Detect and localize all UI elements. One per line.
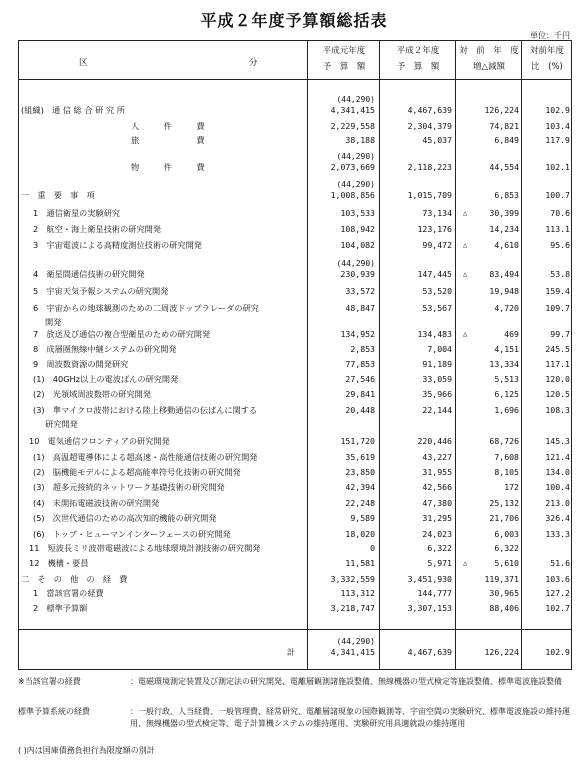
cell-change-amount: 83,494 [489, 269, 519, 279]
row-limit-amount: (44,290) [336, 95, 375, 104]
cell-change-amount: 7,608 [494, 452, 519, 462]
cell-fy1-budget: 42,394 [345, 482, 375, 492]
row-label: (1) 高温超電導体による超高速・高性能通信技術の研究開発 [33, 452, 258, 462]
header-col3-line2: 増△減額 [472, 62, 506, 72]
cell-fy2-budget: 3,451,930 [407, 574, 452, 584]
cell-change-ratio: 245.5 [545, 344, 570, 354]
cell-fy2-budget: 123,176 [417, 224, 452, 234]
table-row [19, 342, 571, 356]
total-divider [19, 629, 571, 630]
cell-fy1-budget: 23,850 [345, 467, 375, 477]
cell-fy1-budget: 4,341,415 [330, 647, 375, 657]
table-row [19, 301, 571, 327]
cell-fy2-budget: 22,144 [422, 405, 452, 415]
cell-change-amount: 469 [504, 329, 519, 339]
cell-change-amount: 5,513 [494, 374, 519, 384]
cell-change-amount: 74,821 [489, 121, 519, 131]
row-label: 11 短波長ミリ波帯電磁波による地球環境計測技術の研究開発 [29, 543, 261, 553]
header-col3-line1: 対 前 年 度 [459, 46, 519, 56]
cell-fy1-budget: 2,229,558 [330, 121, 375, 131]
cell-change-amount: 8,105 [494, 467, 519, 477]
cell-change-ratio: 127.2 [545, 588, 570, 598]
row-limit-amount: (44,290) [336, 259, 375, 268]
cell-fy2-budget: 47,380 [422, 498, 452, 508]
cell-fy2-budget: 33,059 [422, 374, 452, 384]
cell-fy1-budget: 1,008,856 [330, 190, 375, 200]
footnote-text: ：一般行政、人当経費、一般管理費、経常研究、電離層諸現象の国際観測等、宇宙空間の実験研究、標準電波施設の維持運用、無線機器の型式検定等、電子計算機システムの維持運用、実験研究用具適就設の維持運用 [130, 707, 570, 728]
row-label: (2) 脳機能モデルによる超高能率符号化技術の研究開発 [33, 467, 241, 477]
cell-change-ratio: 95.6 [550, 240, 570, 250]
header-divider [19, 79, 571, 80]
header-kubun: 区 [79, 58, 88, 68]
cell-fy1-budget: 104,082 [340, 240, 375, 250]
table-row [19, 586, 571, 600]
row-label: 1 當該官署の経費 [33, 588, 104, 598]
cell-fy2-budget: 5,971 [427, 558, 452, 568]
header-col4-line1: 対前年度 [529, 46, 564, 56]
decrease-mark: △ [463, 559, 468, 567]
row-label: (5) 次世代通信のための高次知的機能の研究開発 [33, 513, 217, 523]
cell-change-amount: 6,853 [494, 190, 519, 200]
cell-change-ratio: 326.4 [545, 513, 570, 523]
cell-change-amount: 5,610 [494, 558, 519, 568]
table-row [19, 387, 571, 401]
row-label: (組織) 通 信 総 合 研 究 所 [21, 105, 125, 115]
cell-change-ratio: 108.3 [545, 405, 570, 415]
cell-change-amount: 172 [504, 482, 519, 492]
cell-change-amount: 21,706 [489, 513, 519, 523]
cell-change-ratio: 117.9 [545, 135, 570, 145]
row-limit-amount: (44,290) [336, 152, 375, 161]
table-row [19, 180, 571, 202]
cell-fy1-budget: 27,546 [345, 374, 375, 384]
cell-change-amount: 119,371 [484, 574, 519, 584]
cell-fy1-budget: 2,073,669 [330, 162, 375, 172]
header-col1-line1: 平成元年度 [322, 46, 366, 56]
cell-fy2-budget: 91,189 [422, 359, 452, 369]
cell-fy2-budget: 144,777 [417, 588, 452, 598]
footnote-text: ：電磁環境測定装置及び測定法の研究開発、電離層観測諸施設整備、無線機器の型式検定等施設整備、標準電波施設整備 [130, 677, 562, 686]
cell-change-amount: 19,948 [489, 286, 519, 296]
cell-change-amount: 14,234 [489, 224, 519, 234]
cell-change-ratio: 121.4 [545, 452, 570, 462]
cell-fy2-budget: 6,322 [427, 543, 452, 553]
row-label: (3) 超多元接続的ネットワーク基礎技術の研究開発 [33, 482, 225, 492]
row-label: (2) 光領域周波数帯の研究開発 [33, 389, 152, 399]
table-row [19, 284, 571, 298]
table-row [19, 556, 571, 570]
cell-change-ratio: 100.7 [545, 190, 570, 200]
header-col2-line2: 予 算 額 [396, 62, 440, 72]
cell-fy1-budget: 35,619 [345, 452, 375, 462]
cell-change-ratio: 103.4 [545, 121, 570, 131]
cell-fy2-budget: 53,520 [422, 286, 452, 296]
row-label: (6) トップ・ヒューマンインターフェースの研究開発 [33, 529, 231, 539]
cell-fy2-budget: 134,483 [417, 329, 452, 339]
row-label: (4) 未開拓電磁波技術の研究開発 [33, 498, 160, 508]
cell-fy1-budget: 33,572 [345, 286, 375, 296]
cell-change-ratio: 145.3 [545, 436, 570, 446]
cell-fy2-budget: 73,134 [422, 208, 452, 218]
cell-change-amount: 13,334 [489, 359, 519, 369]
cell-change-ratio: 159.4 [545, 286, 570, 296]
row-limit-amount: (44,290) [336, 180, 375, 189]
cell-fy1-budget: 18,020 [345, 529, 375, 539]
cell-fy1-budget: 0 [370, 543, 375, 553]
table-row [19, 480, 571, 494]
table-row [19, 527, 571, 541]
table-row [19, 327, 571, 341]
row-label: 4 衛星間通信技術の研究開発 [33, 269, 145, 279]
table-row [19, 133, 571, 147]
budget-table [18, 40, 572, 670]
cell-change-amount: 6,125 [494, 389, 519, 399]
cell-change-amount: 6,322 [494, 543, 519, 553]
page-title: 平成２年度予算額総括表 [200, 11, 388, 30]
decrease-mark: △ [463, 330, 468, 338]
cell-fy2-budget: 53,567 [422, 303, 452, 313]
row-limit-amount: (44,290) [336, 637, 375, 646]
table-row [19, 152, 571, 174]
cell-change-amount: 4,720 [494, 303, 519, 313]
table-row [19, 511, 571, 525]
header-bun: 分 [249, 58, 258, 68]
cell-change-ratio: 53.8 [550, 269, 570, 279]
cell-fy1-budget: 2,853 [350, 344, 375, 354]
footnote-key: ※当該官署の経費 [18, 677, 81, 686]
cell-change-ratio: 102.1 [545, 162, 570, 172]
decrease-mark: △ [463, 209, 468, 217]
cell-change-ratio: 133.3 [545, 529, 570, 539]
cell-fy2-budget: 43,227 [422, 452, 452, 462]
cell-fy2-budget: 2,118,223 [407, 162, 452, 172]
row-label: 3 宇宙電波による高精度測位技術の研究開発 [33, 240, 202, 250]
cell-change-ratio: 102.7 [545, 603, 570, 613]
table-row [19, 259, 571, 281]
cell-change-ratio: 100.4 [545, 482, 570, 492]
header-col1-line2: 予 算 額 [322, 62, 366, 72]
cell-fy1-budget: 11,581 [345, 558, 375, 568]
row-label: 5 宇宙天気予報システムの研究開発 [33, 286, 169, 296]
cell-change-amount: 30,965 [489, 588, 519, 598]
table-row [19, 541, 571, 555]
cell-change-amount: 4,151 [494, 344, 519, 354]
table-row [19, 601, 571, 615]
cell-change-ratio: 103.6 [545, 574, 570, 584]
row-label: 12 機構・要員 [29, 558, 89, 568]
decrease-mark: △ [463, 270, 468, 278]
cell-change-amount: 6,003 [494, 529, 519, 539]
row-label: 一 重 要 事 項 [21, 190, 95, 200]
row-label: 10 電気通信フロンティアの研究開発 [29, 436, 170, 446]
cell-fy2-budget: 24,023 [422, 529, 452, 539]
row-label: 7 放送及び通信の複合型衛星のための研究開発 [33, 329, 211, 339]
footnote-key: ( )内は国庫債務負担行為限度額の別計 [18, 746, 155, 755]
table-row [19, 206, 571, 220]
cell-fy1-budget: 38,188 [345, 135, 375, 145]
header-col2-line1: 平成２年度 [396, 46, 440, 56]
footnote-key: 標準予算系統の経費 [18, 707, 90, 716]
table-row [19, 357, 571, 371]
cell-fy1-budget: 20,448 [345, 405, 375, 415]
cell-fy1-budget: 22,248 [345, 498, 375, 508]
row-label: 計 [287, 647, 296, 657]
cell-fy2-budget: 45,037 [422, 135, 452, 145]
cell-fy2-budget: 35,966 [422, 389, 452, 399]
cell-fy1-budget: 151,720 [340, 436, 375, 446]
table-row [19, 403, 571, 429]
cell-fy2-budget: 4,467,639 [407, 647, 452, 657]
table-row [19, 496, 571, 510]
cell-change-ratio: 134.0 [545, 467, 570, 477]
row-label: 9 周波数資源の開発研究 [33, 359, 129, 369]
row-label: 旅 費 [131, 135, 205, 145]
unit-label: 単位：千円 [530, 31, 570, 40]
cell-change-amount: 126,224 [484, 105, 519, 115]
cell-fy1-budget: 3,218,747 [330, 603, 375, 613]
cell-change-amount: 1,696 [494, 405, 519, 415]
cell-fy2-budget: 4,467,639 [407, 105, 452, 115]
cell-fy2-budget: 2,304,379 [407, 121, 452, 131]
cell-fy1-budget: 230,939 [340, 269, 375, 279]
cell-change-ratio: 70.6 [550, 208, 570, 218]
cell-fy1-budget: 48,847 [345, 303, 375, 313]
table-row [19, 372, 571, 386]
cell-change-ratio: 102.9 [545, 105, 570, 115]
header-col4-line2: 比 (%) [531, 62, 563, 72]
cell-fy2-budget: 42,566 [422, 482, 452, 492]
cell-change-ratio: 102.9 [545, 647, 570, 657]
cell-change-amount: 25,132 [489, 498, 519, 508]
cell-fy1-budget: 113,312 [340, 588, 375, 598]
cell-fy1-budget: 4,341,415 [330, 105, 375, 115]
row-label-continued: 研究開発 [45, 419, 78, 429]
row-label: 物 件 費 [131, 162, 205, 172]
cell-fy1-budget: 134,952 [340, 329, 375, 339]
cell-fy2-budget: 147,445 [417, 269, 452, 279]
cell-change-ratio: 113.1 [545, 224, 570, 234]
table-row [19, 222, 571, 236]
table-row [19, 95, 571, 117]
cell-fy1-budget: 29,841 [345, 389, 375, 399]
row-label: (3) 準マイクロ波帯における陸上移動通信の伝ぱんに関する [33, 405, 258, 415]
cell-change-amount: 6,849 [494, 135, 519, 145]
cell-change-ratio: 51.6 [550, 558, 570, 568]
cell-change-amount: 68,726 [489, 436, 519, 446]
cell-fy2-budget: 3,307,153 [407, 603, 452, 613]
cell-fy2-budget: 220,446 [417, 436, 452, 446]
cell-fy2-budget: 99,472 [422, 240, 452, 250]
cell-change-ratio: 213.0 [545, 498, 570, 508]
table-row [19, 119, 571, 133]
row-label: 二 そ の 他 の 経 費 [21, 574, 128, 584]
cell-change-amount: 30,399 [489, 208, 519, 218]
decrease-mark: △ [463, 241, 468, 249]
cell-fy1-budget: 103,533 [340, 208, 375, 218]
cell-fy1-budget: 77,853 [345, 359, 375, 369]
row-label: 2 航空・海上衛星技術の研究開発 [33, 224, 162, 234]
table-row [19, 637, 571, 659]
cell-fy1-budget: 3,332,559 [330, 574, 375, 584]
table-row [19, 572, 571, 586]
row-label: (1) 40GHz以上の電波ばんの研究開発 [33, 374, 179, 384]
cell-fy2-budget: 31,955 [422, 467, 452, 477]
cell-fy1-budget: 9,589 [350, 513, 375, 523]
cell-change-ratio: 120.0 [545, 374, 570, 384]
cell-change-ratio: 120.5 [545, 389, 570, 399]
row-label: 6 宇宙からの地球観測のための二周波ドップラレーダの研究 [33, 303, 259, 313]
row-label: 2 標準予算額 [33, 603, 88, 613]
cell-fy1-budget: 108,942 [340, 224, 375, 234]
cell-change-amount: 44,554 [489, 162, 519, 172]
row-label: 8 成層圏無線中継システムの研究開発 [33, 344, 177, 354]
row-label: 1 通信衛星の実験研究 [33, 208, 121, 218]
table-row [19, 434, 571, 448]
cell-change-amount: 126,224 [484, 647, 519, 657]
cell-fy2-budget: 1,015,709 [407, 190, 452, 200]
table-row [19, 465, 571, 479]
table-row [19, 238, 571, 252]
cell-change-amount: 88,406 [489, 603, 519, 613]
row-label: 人 件 費 [131, 121, 205, 131]
cell-fy2-budget: 31,295 [422, 513, 452, 523]
row-label-continued: 開発 [45, 317, 62, 327]
cell-change-ratio: 99.7 [550, 329, 570, 339]
cell-change-amount: 4,610 [494, 240, 519, 250]
table-row [19, 450, 571, 464]
cell-fy2-budget: 7,004 [427, 344, 452, 354]
cell-change-ratio: 109.7 [545, 303, 570, 313]
cell-change-ratio: 117.1 [545, 359, 570, 369]
